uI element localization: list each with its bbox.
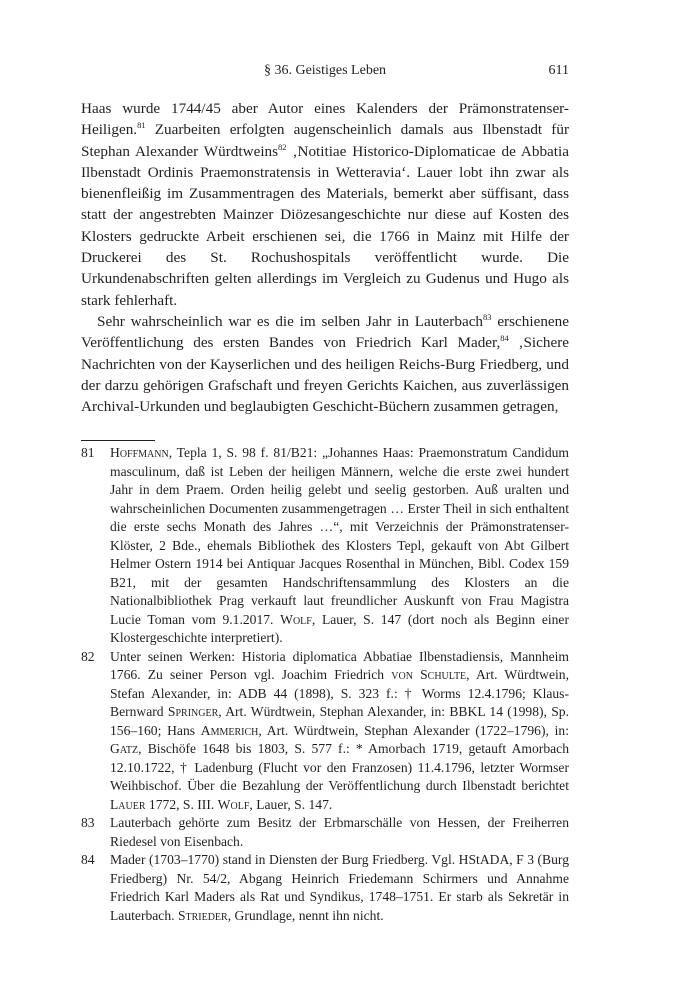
footnote-text [110,851,569,925]
footnote-segment: , Lauer, S. 147 (dort noch als Beginn einer Klostergeschichte interpretiert). [110,611,569,645]
footnote-segment: , Art. Würdtwein, Stephan Alexander, in: BBKL 14 (1998), Sp. 156–160; Hans [110,704,569,738]
footnote-ref[interactable]: 84 [500,333,509,344]
footnote-number: 82 [81,648,95,664]
footnote-segment: Unter seinen Werken: Historia diplomatica Abbatiae Ilbenstadiensis, Mannheim 1766. Zu seiner Person vgl. Joachim Friedrich [110,648,569,682]
footnote-segment: 1772, S. III. [145,796,218,812]
body-text: ‚Sichere Nachrichten von der Kayserlichen und des heiligen Reichs-Burg Friedberg, und der darzu gehörigen Grafschaft und freyen Gerichts Kaichen, aus zuverlässigen Archival-Urkunden und beglaubigten Geschicht-Büchern zusammen getragen, [81,334,569,416]
footnote-text [110,648,569,815]
footnote-segment: Lauterbach gehörte zum Besitz der Erbmarschälle von Hessen, der Freiherren Riedesel von Eisenbach. [110,815,569,849]
footnote-segment: , Tepla 1, S. 98 f. 81/B21: „Johannes Haas: Praemonstratum Candidum masculinum, daß ist Leben der heiligen Männern, welche die erste zwei hundert Jahr in dem Praem. Orden heilig gelebt und seelig gestorben. Auß uralten und wahrscheinlichen Documenten zusammengetragen … Erster Theil in sich enthaltent die erste sechs Monath des Jahres …“, mit Verzeichnis der Prämonstratenser-Klöster, 2 Bde., ehemals Bibliothek des Klosters Tepl, gekauft von Abt Gilbert Helmer Ostern 1914 bei Antiquar Jacques Rosenthal in München, Bibl. Codex 159 B21, mit der gesamten Handschriftensammlung des Klosters an die Nationalbibliothek Prag verkauft laut freundlicher Auskunft von Frau Magistra Lucie Toman vom 9.1.2017. [110,445,569,627]
footnote-text [110,814,569,851]
author-name: Hoffmann [110,445,169,460]
body-text: Zuarbeiten erfolgten augenscheinlich damals aus Ilbenstadt für Stephan Alexander Würdtweins [81,121,569,160]
footnote-divider [81,440,155,441]
footnote-segment: , Bischöfe 1648 bis 1803, S. 577 f.: * Amorbach 1719, getauft Amorbach 12.10.1722, † Ladenburg (Flucht vor den Franzosen) 11.4.1796, letzter Wormser Weihbischof. Über die Bezahlung der Veröffentlichung durch Ilbenstadt berichtet [110,741,569,793]
author-name: Springer [167,704,219,719]
footnote-82 [81,648,569,815]
footnote-segment: , Art. Würdtwein, Stephan Alexander (1722–1796), in: [258,722,569,738]
running-title: § 36. Geistiges Leben [263,63,387,78]
footnote-81 [81,444,569,648]
body-text: Haas wurde 1744/45 aber Autor eines Kalenders der Prämonstratenser-Heiligen. [81,100,569,139]
author-name: Gatz [110,741,139,756]
footnote-segment: Mader (1703–1770) stand in Diensten der Burg Friedberg. Vgl. HStADA, F 3 (Burg Friedberg) Nr. 54/2, Abgang Heinrich Friedemann Schirmers und Annahme Friedrich Karl Maders als Rat und Syndikus, 1748–1751. Er starb als Sekretär in Lauterbach. [110,852,569,923]
footnotes [81,444,569,925]
author-name: Strieder [177,907,228,923]
footnote-83 [81,814,569,851]
body-paragraph [81,98,569,311]
footnote-segment: , Art. Würdtwein, Stefan Alexander, in: ADB 44 (1898), S. 323 f.: † Worms 12.4.1796; Klaus-Bernward [110,667,569,719]
author-name: Lauer [110,796,146,812]
footnote-text [110,444,569,648]
main-text [81,98,569,417]
body-text: Sehr wahrscheinlich war es die im selben Jahr in Lauterbach [97,312,484,330]
footnote-segment: , Lauer, S. 147. [249,796,333,812]
author-name: Wolf [280,611,312,627]
author-name: von Schulte [391,667,467,682]
footnote-number: 81 [81,445,95,460]
body-text: erschienene Veröffentlichung des ersten Bandes von Friedrich Karl Mader, [81,312,569,352]
footnote-ref[interactable]: 83 [483,311,492,322]
footnote-84 [81,851,569,925]
author-name: Ammerich [200,722,259,738]
footnote-ref[interactable]: 82 [278,141,287,152]
body-text: ‚Notitiae Historico-Diplomaticae de Abbatia Ilbenstadt Ordinis Praemonstratensis in Wetteravia‘. Lauer lobt ihn zwar als bienenfleißig im Zusammentragen des Materials, bemerkt aber süffisant, dass statt der angestrebten Mainzer Diözesangeschichte nur diese auf Kosten des Klosters gedruckte Arbeit erschienen sei, die 1766 in Mainz mit Hilfe der Druckerei des St. Rochushospitals veröffentlicht wurde. Die Urkundenabschriften gelten allerdings im Vergleich zu Gudenus und Hugo als stark fehlerhaft. [81,142,569,309]
footnote-number: 84 [81,852,95,867]
page-number: 611 [548,63,569,78]
body-paragraph [81,311,569,417]
footnote-segment: , Grundlage, nennt ihn nicht. [227,907,384,923]
running-head [81,63,569,79]
footnote-number: 83 [81,815,95,830]
author-name: Wolf [217,796,250,812]
footnote-ref[interactable]: 81 [137,120,146,131]
